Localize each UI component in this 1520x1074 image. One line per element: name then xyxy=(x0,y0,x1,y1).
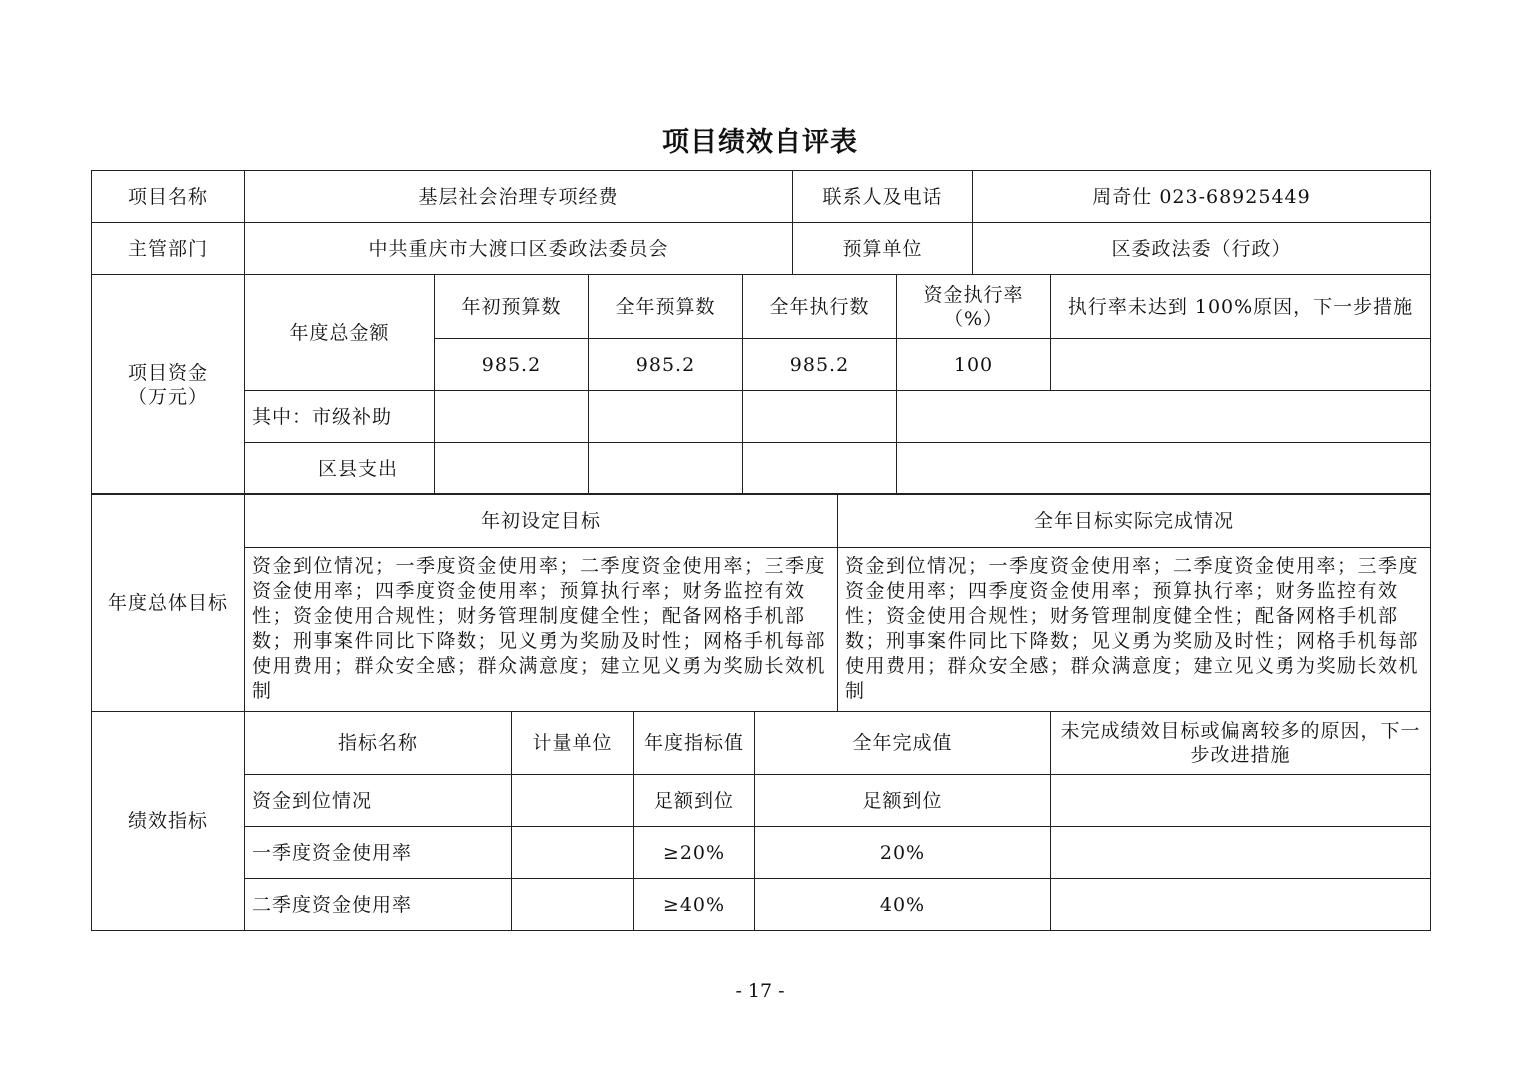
project-info-table xyxy=(91,170,1431,275)
funds-value-executed: 985.2 xyxy=(743,339,897,391)
county-annual-budget xyxy=(589,443,743,495)
indicator-name: 一季度资金使用率 xyxy=(245,827,512,879)
page-number: - 17 - xyxy=(735,980,785,1002)
county-expense-label: 区县支出 xyxy=(245,443,435,495)
indicator-actual: 20% xyxy=(755,827,1051,879)
city-blank xyxy=(897,391,1431,443)
table-row xyxy=(92,879,1431,931)
funds-header-initial-budget: 年初预算数 xyxy=(435,275,589,339)
actual-goals-header: 全年目标实际完成情况 xyxy=(838,494,1431,548)
table-row xyxy=(92,775,1431,827)
funds-value-initial-budget: 985.2 xyxy=(435,339,589,391)
budget-unit-value: 区委政法委（行政） xyxy=(973,223,1431,275)
funds-table xyxy=(91,274,1431,495)
budget-unit-label: 预算单位 xyxy=(793,223,973,275)
dept-label: 主管部门 xyxy=(92,223,245,275)
goals-section-label: 年度总体目标 xyxy=(92,494,245,712)
indicators-table xyxy=(91,711,1431,931)
indicator-header-unit: 计量单位 xyxy=(512,712,634,775)
indicators-section-label: 绩效指标 xyxy=(92,712,245,931)
contact-value: 周奇仕 023-68925449 xyxy=(973,171,1431,223)
funds-value-reason xyxy=(1051,339,1431,391)
county-initial-budget xyxy=(435,443,589,495)
indicator-name: 二季度资金使用率 xyxy=(245,879,512,931)
funds-value-annual-budget: 985.2 xyxy=(589,339,743,391)
county-executed xyxy=(743,443,897,495)
indicator-header-name: 指标名称 xyxy=(245,712,512,775)
contact-label: 联系人及电话 xyxy=(793,171,973,223)
funds-section-label: 项目资金 （万元） xyxy=(92,275,245,495)
indicator-reason xyxy=(1051,827,1431,879)
indicator-unit xyxy=(512,879,634,931)
city-subsidy-label: 其中：市级补助 xyxy=(245,391,435,443)
funds-header-annual-budget: 全年预算数 xyxy=(589,275,743,339)
indicator-reason xyxy=(1051,775,1431,827)
actual-goals-text: 资金到位情况；一季度资金使用率；二季度资金使用率；三季度资金使用率；四季度资金使用率；预算执行率；财务监控有效性；资金使用合规性；财务管理制度健全性；配备网格手机部数；刑事案件同比下降数；见义勇为奖励及时性；网格手机每部使用费用；群众安全感；群众满意度；建立见义勇为奖励长效机制 xyxy=(838,548,1431,712)
goals-table xyxy=(91,493,1431,712)
indicator-actual: 足额到位 xyxy=(755,775,1051,827)
city-annual-budget xyxy=(589,391,743,443)
funds-header-reason: 执行率未达到 100%原因，下一步措施 xyxy=(1051,275,1431,339)
page-title: 项目绩效自评表 xyxy=(662,127,858,158)
indicator-target: 足额到位 xyxy=(634,775,755,827)
indicator-header-actual: 全年完成值 xyxy=(755,712,1051,775)
city-executed xyxy=(743,391,897,443)
indicator-target: ≥40% xyxy=(634,879,755,931)
indicator-name: 资金到位情况 xyxy=(245,775,512,827)
indicator-reason xyxy=(1051,879,1431,931)
project-name-label: 项目名称 xyxy=(92,171,245,223)
funds-value-rate: 100 xyxy=(897,339,1051,391)
indicator-unit xyxy=(512,775,634,827)
county-blank xyxy=(897,443,1431,495)
city-initial-budget xyxy=(435,391,589,443)
indicator-header-target: 年度指标值 xyxy=(634,712,755,775)
indicator-actual: 40% xyxy=(755,879,1051,931)
indicator-target: ≥20% xyxy=(634,827,755,879)
total-amount-label: 年度总金额 xyxy=(245,275,435,391)
funds-header-rate: 资金执行率（%） xyxy=(897,275,1051,339)
dept-value: 中共重庆市大渡口区委政法委员会 xyxy=(245,223,793,275)
funds-header-executed: 全年执行数 xyxy=(743,275,897,339)
project-name-value: 基层社会治理专项经费 xyxy=(245,171,793,223)
indicator-unit xyxy=(512,827,634,879)
table-row xyxy=(92,827,1431,879)
initial-goals-text: 资金到位情况；一季度资金使用率；二季度资金使用率；三季度资金使用率；四季度资金使用率；预算执行率；财务监控有效性；资金使用合规性；财务管理制度健全性；配备网格手机部数；刑事案件同比下降数；见义勇为奖励及时性；网格手机每部使用费用；群众安全感；群众满意度；建立见义勇为奖励长效机制 xyxy=(245,548,838,712)
indicator-header-reason: 未完成绩效目标或偏离较多的原因，下一步改进措施 xyxy=(1051,712,1431,775)
initial-goals-header: 年初设定目标 xyxy=(245,494,838,548)
